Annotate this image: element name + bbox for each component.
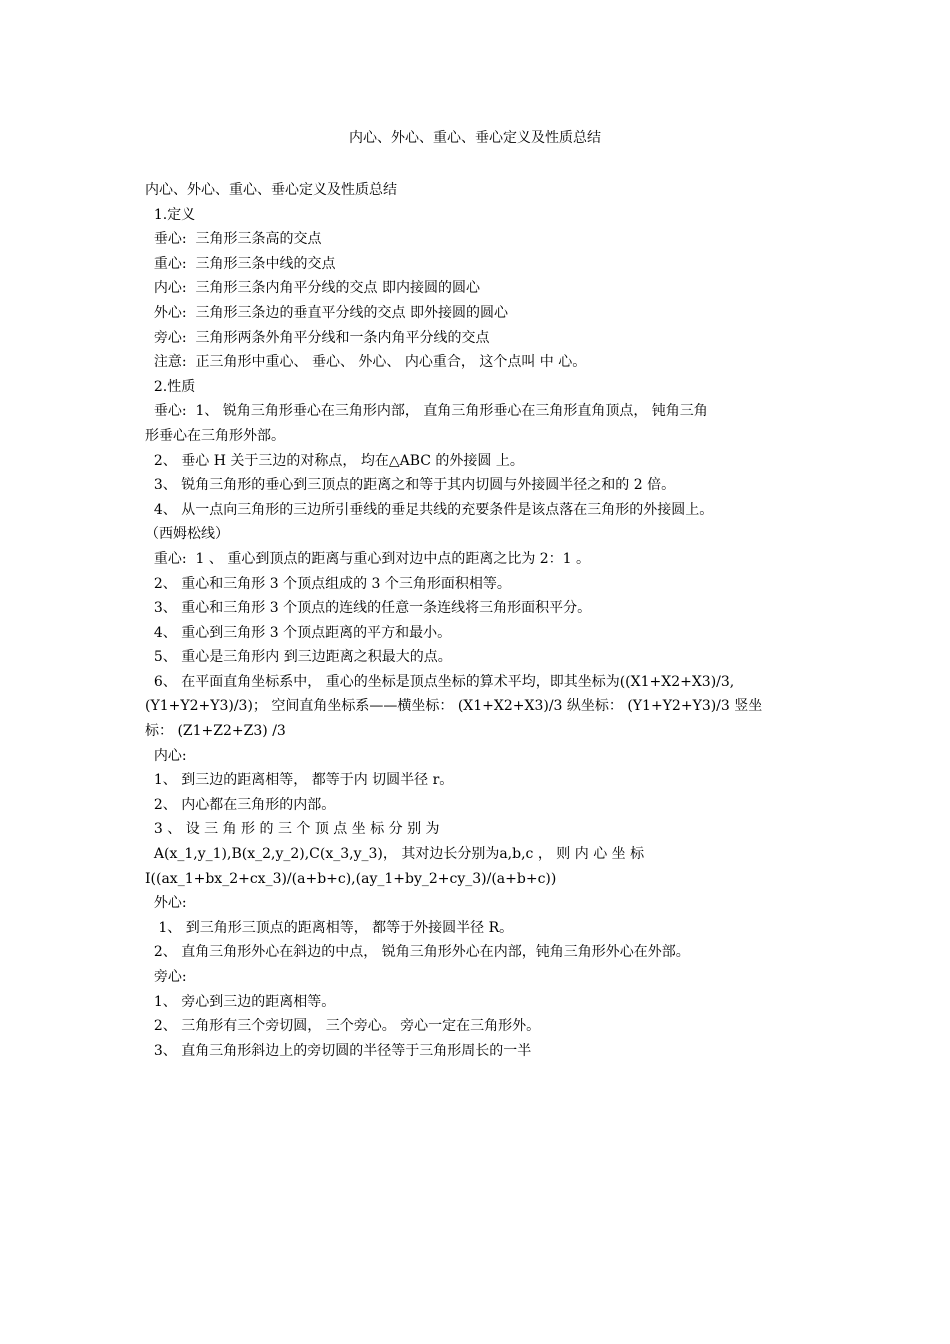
text-line: 内心: xyxy=(145,747,187,764)
text-line: 垂心: 1、 锐角三角形垂心在三角形内部， 直角三角形垂心在三角形直角顶点， 钝角三角 xyxy=(145,403,708,420)
page-title: 内心、外心、重心、垂心定义及性质总结 xyxy=(349,130,601,146)
text-line: 3、 重心和三角形 3 个顶点的连线的任意一条连线将三角形面积平分。 xyxy=(145,600,592,617)
text-line: 2、 内心都在三角形的内部。 xyxy=(145,796,336,813)
text-line: （西姆松线） xyxy=(145,526,229,543)
text-line: 5、 重心是三角形内 到三边距离之积最大的点。 xyxy=(145,649,452,666)
text-line: 1、 到三边的距离相等， 都等于内 切圆半径 r。 xyxy=(145,772,454,789)
text-line: 旁心: xyxy=(145,969,187,985)
text-line: 标： (Z1+Z2+Z3) /3 xyxy=(145,723,286,740)
text-line: 4、 重心到三角形 3 个顶点距离的平方和最小。 xyxy=(145,624,452,641)
text-line: 内心: 三角形三条内角平分线的交点 即内接圆的圆心 xyxy=(145,280,480,297)
text-line: 外心: xyxy=(145,895,187,912)
text-line: 2.性质 xyxy=(145,378,196,395)
text-line: 1、 旁心到三边的距离相等。 xyxy=(145,993,336,1010)
text-line: 垂心: 三角形三条高的交点 xyxy=(145,231,322,248)
text-line: 旁心: 三角形两条外角平分线和一条内角平分线的交点 xyxy=(145,329,490,346)
text-line: 3、 锐角三角形的垂心到三顶点的距离之和等于其内切圆与外接圆半径之和的 2 倍。 xyxy=(145,477,676,494)
text-line: I((ax_1+bx_2+cx_3)/(a+b+c),(ay_1+by_2+cy_3)/(a+b+c)) xyxy=(145,870,557,887)
text-line: 2、 三角形有三个旁切圆， 三个旁心。 旁心一定在三角形外。 xyxy=(145,1018,541,1035)
text-line: (Y1+Y2+Y3)/3)； 空间直角坐标系——横坐标： (X1+X2+X3)/3 纵坐标： (Y1+Y2+Y3)/3 竖坐 xyxy=(145,698,763,715)
text-line: 重心: 三角形三条中线的交点 xyxy=(145,255,336,272)
text-line: 内心、外心、重心、垂心定义及性质总结 xyxy=(145,182,397,198)
text-line: 6、 在平面直角坐标系中， 重心的坐标是顶点坐标的算术平均，即其坐标为((X1+X2+X3)/3, xyxy=(145,673,735,690)
text-line: 注意: 正三角形中重心、 垂心、 外心、 内心重合， 这个点叫 中 心。 xyxy=(145,354,587,371)
text-line: 重心: 1 、 重心到顶点的距离与重心到对边中点的距离之比为 2：1 。 xyxy=(145,550,591,567)
text-line: 3、 直角三角形斜边上的旁切圆的半径等于三角形周长的一半 xyxy=(145,1042,532,1059)
text-line: 2、 垂心 H 关于三边的对称点， 均在△ABC 的外接圆 上。 xyxy=(145,452,524,469)
text-line: 1.定义 xyxy=(145,206,196,223)
text-line: 外心: 三角形三条边的垂直平分线的交点 即外接圆的圆心 xyxy=(145,304,508,321)
text-line: 形垂心在三角形外部。 xyxy=(145,427,285,444)
text-line: 3 、 设 三 角 形 的 三 个 顶 点 坐 标 分 别 为 xyxy=(145,821,440,838)
text-line: 2、 重心和三角形 3 个顶点组成的 3 个三角形面积相等。 xyxy=(145,575,511,592)
text-line: 2、 直角三角形外心在斜边的中点， 锐角三角形外心在内部，钝角三角形外心在外部。 xyxy=(145,944,690,961)
text-line: 1、 到三角形三顶点的距离相等， 都等于外接圆半径 R。 xyxy=(145,919,514,936)
document-body xyxy=(145,178,810,1063)
text-line: 4、 从一点向三角形的三边所引垂线的垂足共线的充要条件是该点落在三角形的外接圆上。 xyxy=(145,501,714,518)
text-line: A(x_1,y_1),B(x_2,y_2),C(x_3,y_3)， 其对边长分别为a,b,c ， 则 内 心 坐 标 xyxy=(145,846,645,863)
